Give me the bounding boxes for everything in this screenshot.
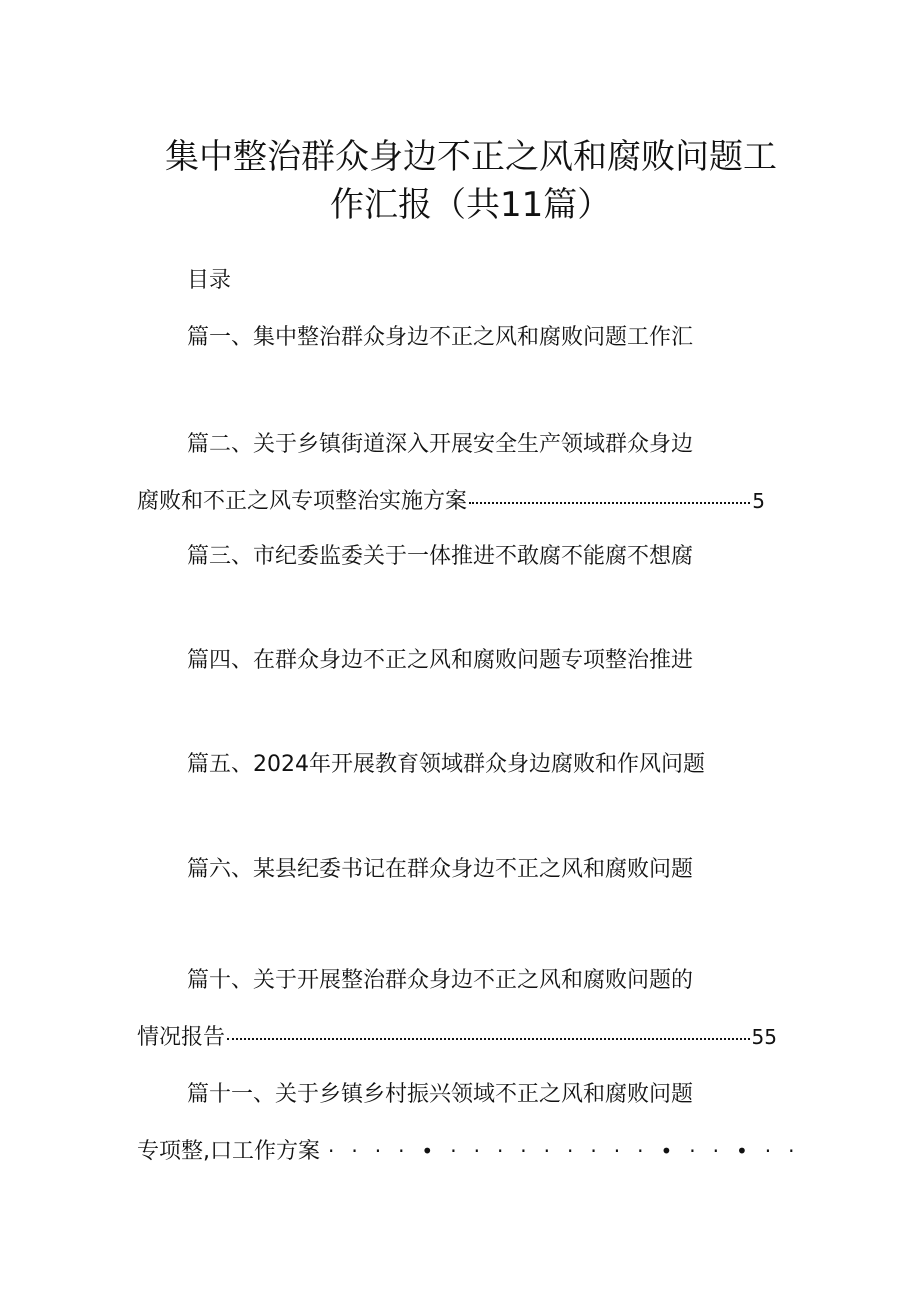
toc-item-8-dots: ····•·········•··•··	[328, 1139, 812, 1163]
toc-item-6[interactable]: 篇六、某县纪委书记在群众身边不正之风和腐败问题	[187, 857, 694, 882]
dot-leader	[227, 1038, 750, 1040]
toc-item-7-page-number: 55	[751, 1025, 777, 1049]
toc-item-8-continuation[interactable]	[137, 1136, 811, 1167]
toc-item-4[interactable]: 篇四、在群众身边不正之风和腐败问题专项整治推进	[187, 648, 694, 673]
toc-item-3[interactable]: 篇三、市纪委监委关于一体推进不敢腐不能腐不想腐	[187, 544, 694, 569]
toc-item-2[interactable]: 篇二、关于乡镇街道深入开展安全生产领域群众身边	[187, 432, 694, 457]
toc-item-7-continuation[interactable]	[137, 1022, 777, 1053]
toc-item-2-continuation[interactable]	[137, 486, 765, 517]
document-title-line-1: 集中整治群众身边不正之风和腐败问题工	[165, 137, 777, 177]
toc-item-8-cont-text: 专项整,口工作方案	[137, 1139, 320, 1164]
toc-item-2-page-number: 5	[752, 489, 765, 513]
toc-item-7-cont-text: 情况报告	[137, 1025, 226, 1050]
toc-item-7[interactable]: 篇十、关于开展整治群众身边不正之风和腐败问题的	[187, 968, 694, 993]
toc-heading: 目录	[187, 268, 232, 293]
toc-item-1[interactable]: 篇一、集中整治群众身边不正之风和腐败问题工作汇	[187, 325, 694, 350]
document-title-line-2: 作汇报（共11篇）	[330, 185, 612, 225]
toc-item-8[interactable]: 篇十一、关于乡镇乡村振兴领域不正之风和腐败问题	[187, 1082, 694, 1107]
toc-item-5[interactable]: 篇五、2024年开展教育领域群众身边腐败和作风问题	[187, 752, 705, 777]
dot-leader	[469, 502, 750, 504]
toc-item-2-cont-text: 腐败和不正之风专项整治实施方案	[137, 489, 468, 514]
